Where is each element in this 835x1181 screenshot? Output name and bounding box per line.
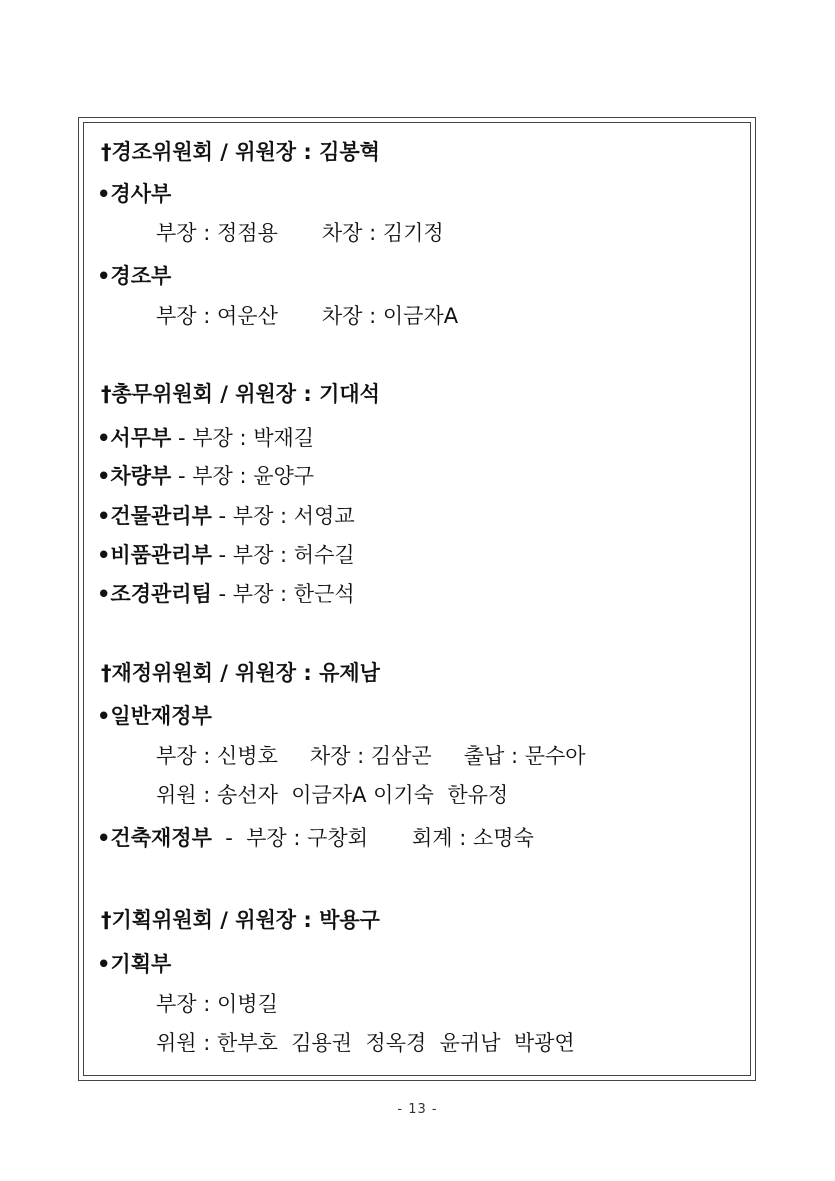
- members-entry: 위원 : 한부호 김용권 정옥경 윤귀남 박광연: [156, 1031, 575, 1055]
- dept-staff-line: [156, 990, 278, 1018]
- dept-line: [97, 462, 314, 490]
- dept-manager: - 부장 : 박재길: [171, 426, 315, 450]
- staff-entry: 차장 : 이금자A: [321, 304, 459, 328]
- dept-manager: - 부장 : 서영교: [211, 504, 355, 528]
- section-header-planning: †기획위원회 / 위원장 : 박용구: [101, 908, 380, 932]
- dept-staff-line: [156, 742, 586, 770]
- dept-name: [97, 262, 171, 290]
- dept-line: [97, 580, 355, 608]
- dept-manager: - 부장 : 구창회: [211, 826, 368, 850]
- dept-line: [97, 541, 355, 569]
- dept-title: •경조부: [97, 264, 172, 288]
- section-header-finance: †재정위원회 / 위원장 : 유제남: [101, 661, 380, 685]
- dept-members-line: [156, 781, 508, 809]
- dept-title: •건물관리부: [97, 504, 212, 528]
- dept-name: [97, 950, 171, 978]
- dept-staff-line: [156, 219, 444, 247]
- staff-entry: 부장 : 이병길: [156, 992, 278, 1016]
- staff-entry: 출납 : 문수아: [463, 744, 586, 768]
- staff-entry: 차장 : 김삼곤: [309, 744, 432, 768]
- staff-entry: 부장 : 여운산: [156, 304, 278, 328]
- dept-accountant: 회계 : 소명숙: [412, 826, 534, 850]
- dept-manager: - 부장 : 한근석: [211, 582, 355, 606]
- staff-entry: 부장 : 신병호: [156, 744, 278, 768]
- dept-title: •서무부: [97, 426, 172, 450]
- members-entry: 위원 : 송선자 이금자A 이기숙 한유정: [156, 783, 509, 807]
- dept-title: •차량부: [97, 464, 172, 488]
- dept-title: •비품관리부: [97, 543, 212, 567]
- dept-name: [97, 702, 212, 730]
- dept-title: •조경관리팀: [97, 582, 212, 606]
- dept-line: [97, 424, 314, 452]
- dept-title: •건축재정부: [97, 826, 212, 850]
- staff-entry: 부장 : 정점용: [156, 221, 278, 245]
- dept-title: •경사부: [97, 182, 172, 206]
- dept-staff-line: [156, 302, 458, 330]
- dept-line: [97, 502, 355, 530]
- dept-line: [97, 824, 534, 852]
- page-number: - 13 -: [397, 1102, 438, 1117]
- dept-name: [97, 180, 171, 208]
- dept-manager: - 부장 : 허수길: [211, 543, 355, 567]
- dept-manager: - 부장 : 윤양구: [171, 464, 315, 488]
- dept-members-line: [156, 1029, 575, 1057]
- section-header-condolence: †경조위원회 / 위원장 : 김봉혁: [101, 140, 380, 164]
- staff-entry: 차장 : 김기정: [321, 221, 444, 245]
- section-header-general-affairs: †총무위원회 / 위원장 : 기대석: [101, 382, 380, 406]
- dept-title: •기획부: [97, 952, 172, 976]
- dept-title: •일반재정부: [97, 704, 212, 728]
- document-frame: [78, 117, 756, 1081]
